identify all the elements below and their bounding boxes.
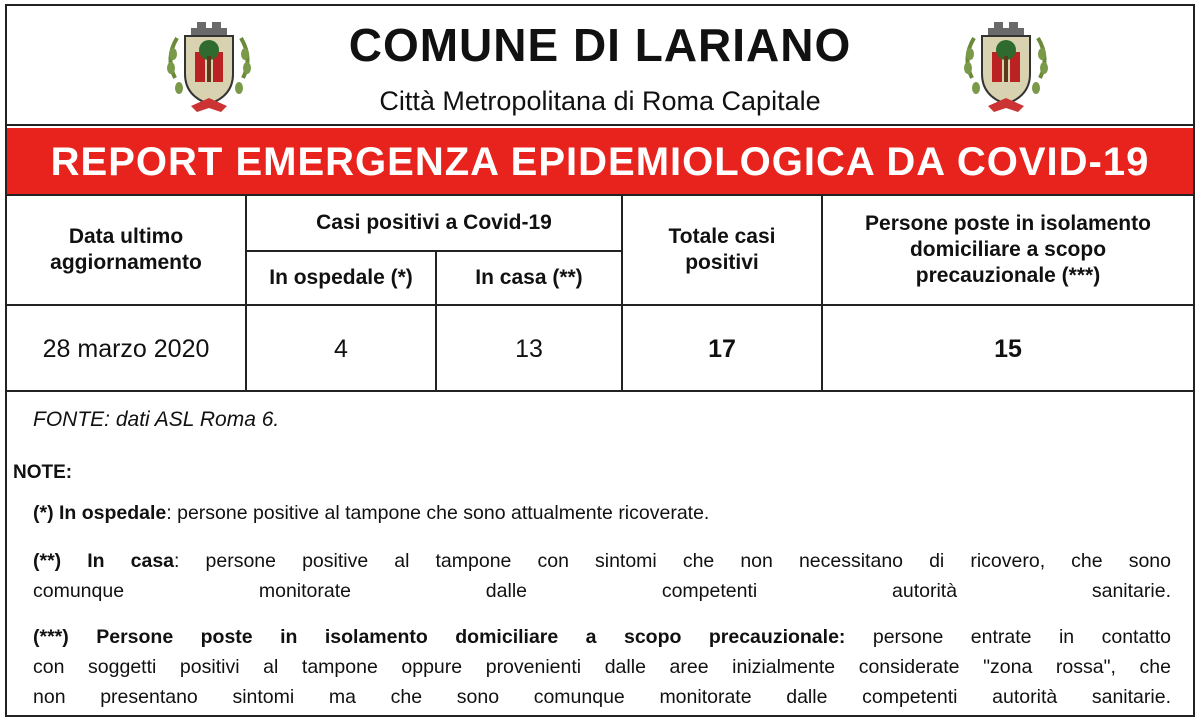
note-term: (**) In casa xyxy=(33,550,175,572)
note-term: (***) Persone poste in isolamento domiciliare a scopo precauzionale: xyxy=(33,626,846,648)
note-line: comunque monitorate dalle competenti autorità sanitarie. xyxy=(33,580,1171,603)
header xyxy=(7,6,1193,126)
report-frame xyxy=(5,4,1195,717)
note-home xyxy=(33,546,1171,606)
header-total xyxy=(623,196,821,304)
note-term: (*) In ospedale xyxy=(33,502,167,524)
note-line xyxy=(33,546,1171,576)
header-isolation-line: domiciliare a scopo xyxy=(909,237,1107,261)
note-line xyxy=(33,498,1171,528)
note-line: non presentano sintomi ma che sono comunque monitorate dalle competenti autorità sanitarie. xyxy=(33,686,1171,709)
value-total: 17 xyxy=(708,334,736,363)
note-line xyxy=(33,622,1171,652)
note-text: : persone positive al tampone che sono attualmente ricoverate. xyxy=(166,502,710,524)
value-hospital: 4 xyxy=(334,334,348,363)
notes-heading: NOTE: xyxy=(13,462,73,483)
coat-of-arms-icon xyxy=(958,18,1054,118)
value-isolation: 15 xyxy=(994,334,1022,363)
header-isolation xyxy=(823,196,1193,304)
page-title: COMUNE DI LARIANO xyxy=(348,19,852,71)
header-date-line: aggiornamento xyxy=(50,251,202,274)
page-subtitle: Città Metropolitana di Roma Capitale xyxy=(379,86,821,116)
header-isolation-line: precauzionale (***) xyxy=(915,264,1101,288)
header-home: In casa (**) xyxy=(475,265,583,289)
report-banner-title: REPORT EMERGENZA EPIDEMIOLOGICA DA COVID-19 xyxy=(50,140,1150,184)
note-text: : persone positive al tampone con sintomi che non necessitano di ricovero, che sono xyxy=(174,550,1171,572)
header-date-line: Data ultimo xyxy=(68,224,184,248)
source-note: FONTE: dati ASL Roma 6. xyxy=(33,408,280,431)
header-date xyxy=(7,196,245,304)
value-date: 28 marzo 2020 xyxy=(42,334,210,363)
header-total-line: positivi xyxy=(685,251,759,274)
note-hospital xyxy=(33,498,1171,528)
note-text: persone entrate in contatto xyxy=(845,626,1171,648)
value-home: 13 xyxy=(515,334,543,363)
note-isolation xyxy=(33,622,1171,713)
header-hospital: In ospedale (*) xyxy=(269,265,413,289)
data-table xyxy=(7,196,1193,392)
report-banner xyxy=(7,128,1193,196)
header-total-line: Totale casi xyxy=(668,224,776,248)
header-positive-group: Casi positivi a Covid-19 xyxy=(316,210,552,234)
note-line: con soggetti positivi al tampone oppure provenienti dalle aree inizialmente considerate "zona rossa", che xyxy=(33,656,1171,679)
header-isolation-line: Persone poste in isolamento xyxy=(865,211,1151,235)
